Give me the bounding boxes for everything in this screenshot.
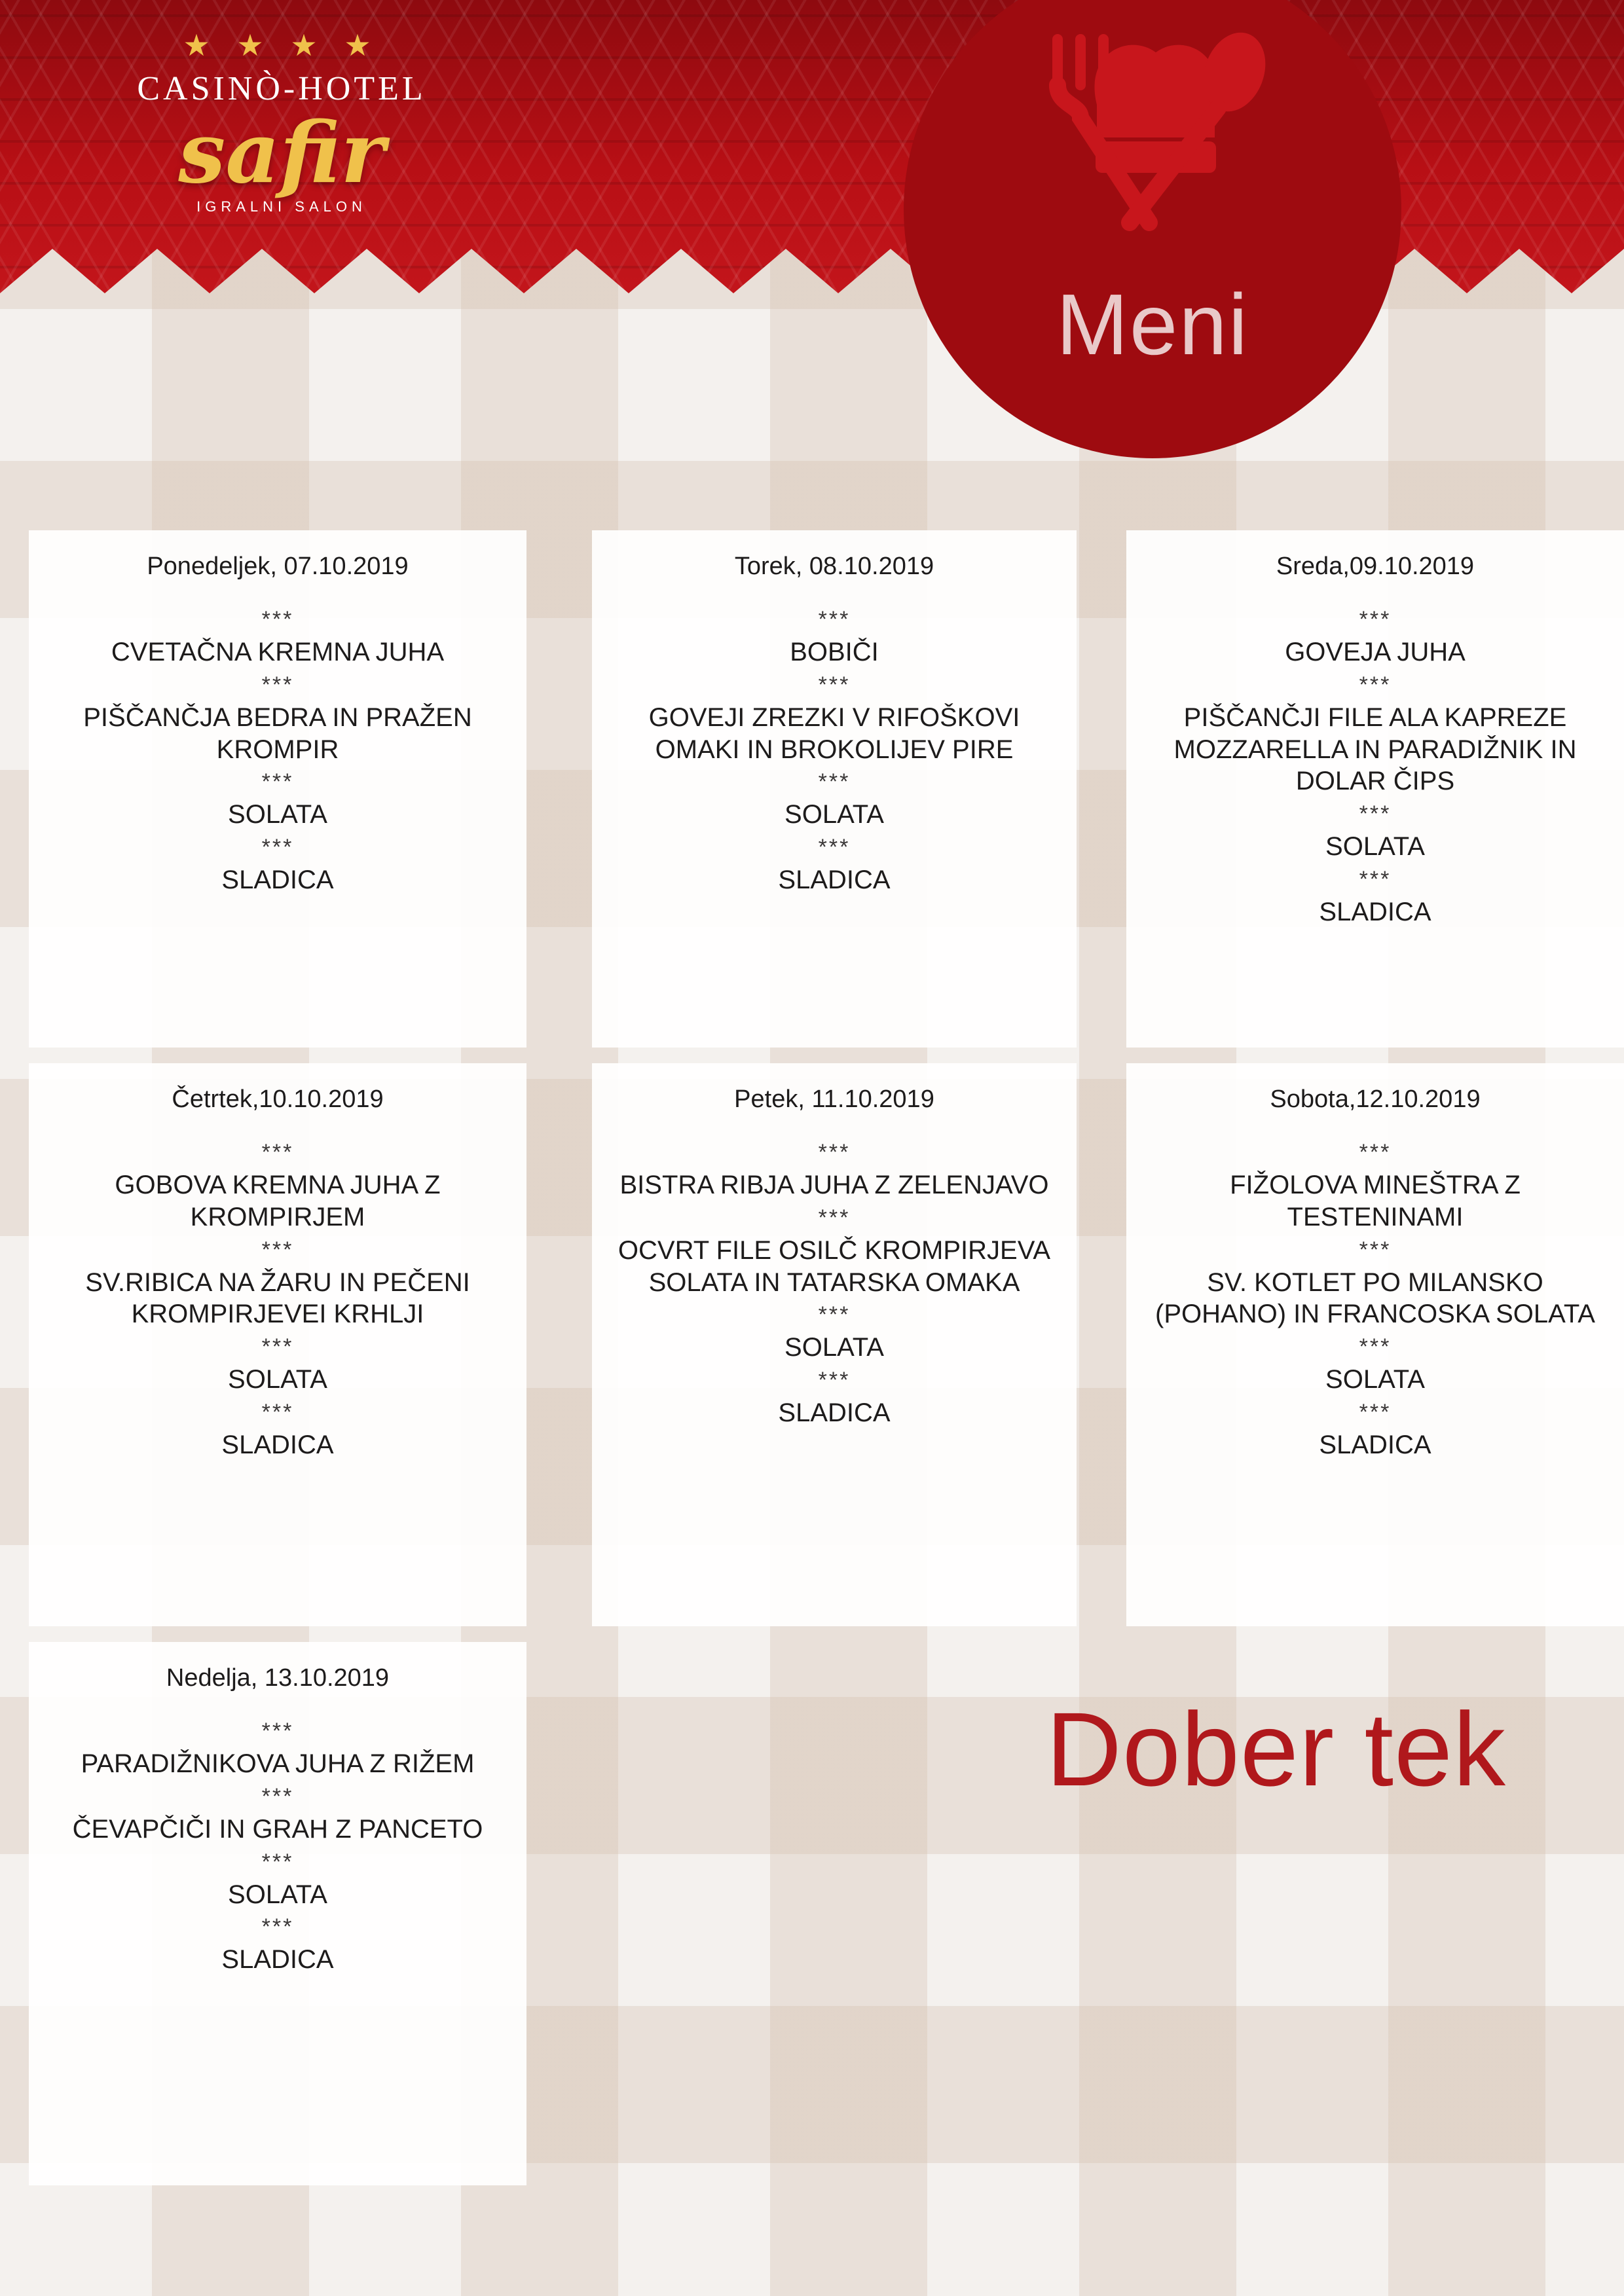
menu-item: PARADIŽNIKOVA JUHA Z RIŽEM xyxy=(81,1749,475,1778)
separator: *** xyxy=(1359,607,1392,632)
menu-card-tuesday xyxy=(592,530,1077,1048)
separator: *** xyxy=(261,1849,294,1874)
separator: *** xyxy=(261,835,294,860)
menu-item: SLADICA xyxy=(1319,1430,1431,1459)
dober-tek-message: Dober tek xyxy=(1046,1690,1506,1808)
separator: *** xyxy=(261,1399,294,1425)
brand-logo xyxy=(111,30,452,215)
separator: *** xyxy=(261,1783,294,1809)
stars-rating: ★ ★ ★ ★ xyxy=(183,28,380,62)
menu-item: SLADICA xyxy=(221,1945,334,1975)
menu-card-day: Torek, 08.10.2019 xyxy=(734,553,934,580)
menu-card-saturday xyxy=(1126,1063,1624,1626)
menu-item: CVETAČNA KREMNA JUHA xyxy=(111,638,445,666)
menu-card-day: Ponedeljek, 07.10.2019 xyxy=(147,553,409,580)
menu-item: SV.RIBICA NA ŽARU IN PEČENI KROMPIRJEVEI KRHLJI xyxy=(85,1267,470,1329)
menu-card-sunday xyxy=(29,1642,526,2185)
menu-card-thursday xyxy=(29,1063,526,1626)
menu-row xyxy=(0,1063,1624,1626)
menu-item: PIŠČANČJA BEDRA IN PRAŽEN KROMPIR xyxy=(83,702,472,764)
brand-casino-hotel: CASINÒ-HOTEL xyxy=(137,70,426,107)
separator: *** xyxy=(1359,672,1392,697)
separator: *** xyxy=(818,1140,851,1165)
menu-item: SLADICA xyxy=(778,1398,891,1428)
menu-item: SLADICA xyxy=(1319,897,1431,926)
cutlery-and-hat-icons xyxy=(1018,26,1293,249)
separator: *** xyxy=(261,1140,294,1165)
separator: *** xyxy=(818,672,851,697)
brand-name: safir xyxy=(178,104,385,202)
menu-grid xyxy=(0,530,1624,2201)
separator: *** xyxy=(1359,801,1392,827)
separator: *** xyxy=(261,1237,294,1262)
meni-title: Meni xyxy=(1056,276,1249,373)
separator: *** xyxy=(818,1302,851,1328)
menu-card-day: Petek, 11.10.2019 xyxy=(734,1085,934,1113)
menu-card-day: Nedelja, 13.10.2019 xyxy=(166,1664,390,1692)
separator: *** xyxy=(1359,866,1392,892)
menu-item: SOLATA xyxy=(1325,1365,1425,1394)
separator: *** xyxy=(1359,1334,1392,1360)
menu-item: SOLATA xyxy=(228,1365,327,1394)
separator: *** xyxy=(818,607,851,632)
menu-item: ČEVAPČIČI IN GRAH Z PANCETO xyxy=(72,1814,483,1844)
separator: *** xyxy=(1359,1237,1392,1262)
separator: *** xyxy=(818,835,851,860)
menu-item: SLADICA xyxy=(221,866,334,895)
menu-item: SV. KOTLET PO MILANSKO (POHANO) IN FRANCOSKA SOLATA xyxy=(1155,1267,1595,1329)
menu-row xyxy=(0,530,1624,1048)
menu-item: SOLATA xyxy=(784,1333,884,1362)
menu-item: SOLATA xyxy=(784,800,884,829)
separator: *** xyxy=(261,607,294,632)
separator: *** xyxy=(261,672,294,697)
separator: *** xyxy=(261,1914,294,1940)
menu-item: SOLATA xyxy=(228,1880,327,1909)
menu-item: GOVEJI ZREZKI V RIFOŠKOVI OMAKI IN BROKOLIJEV PIRE xyxy=(648,702,1020,764)
brand-tagline: IGRALNI SALON xyxy=(196,198,367,215)
menu-card-monday xyxy=(29,530,526,1048)
separator: *** xyxy=(818,1368,851,1393)
separator: *** xyxy=(261,1334,294,1360)
menu-card-day: Sreda,09.10.2019 xyxy=(1276,553,1475,580)
menu-card-day: Sobota,12.10.2019 xyxy=(1270,1085,1481,1113)
menu-item: GOBOVA KREMNA JUHA Z KROMPIRJEM xyxy=(115,1171,441,1231)
menu-item: SOLATA xyxy=(1325,832,1425,862)
separator: *** xyxy=(1359,1140,1392,1165)
separator: *** xyxy=(1359,1399,1392,1425)
menu-item: SLADICA xyxy=(778,866,891,895)
menu-item: PIŠČANČJI FILE ALA KAPREZE MOZZARELLA IN PARADIŽNIK IN DOLAR ČIPS xyxy=(1173,702,1577,796)
menu-card-wednesday xyxy=(1126,530,1624,1048)
separator: *** xyxy=(261,769,294,795)
menu-item: FIŽOLOVA MINEŠTRA Z TESTENINAMI xyxy=(1230,1171,1521,1231)
menu-item: OCVRT FILE OSILČ KROMPIRJEVA SOLATA IN TATARSKA OMAKA xyxy=(618,1235,1051,1297)
menu-item: BOBIČI xyxy=(790,638,879,666)
menu-item: SOLATA xyxy=(228,800,327,829)
menu-card-day: Četrtek,10.10.2019 xyxy=(172,1085,384,1113)
separator: *** xyxy=(261,1719,294,1743)
separator: *** xyxy=(818,1205,851,1230)
menu-card-friday xyxy=(592,1063,1077,1626)
menu-item: GOVEJA JUHA xyxy=(1285,638,1466,666)
menu-item: SLADICA xyxy=(221,1430,334,1459)
separator: *** xyxy=(818,769,851,795)
menu-item: BISTRA RIBJA JUHA Z ZELENJAVO xyxy=(619,1171,1049,1199)
